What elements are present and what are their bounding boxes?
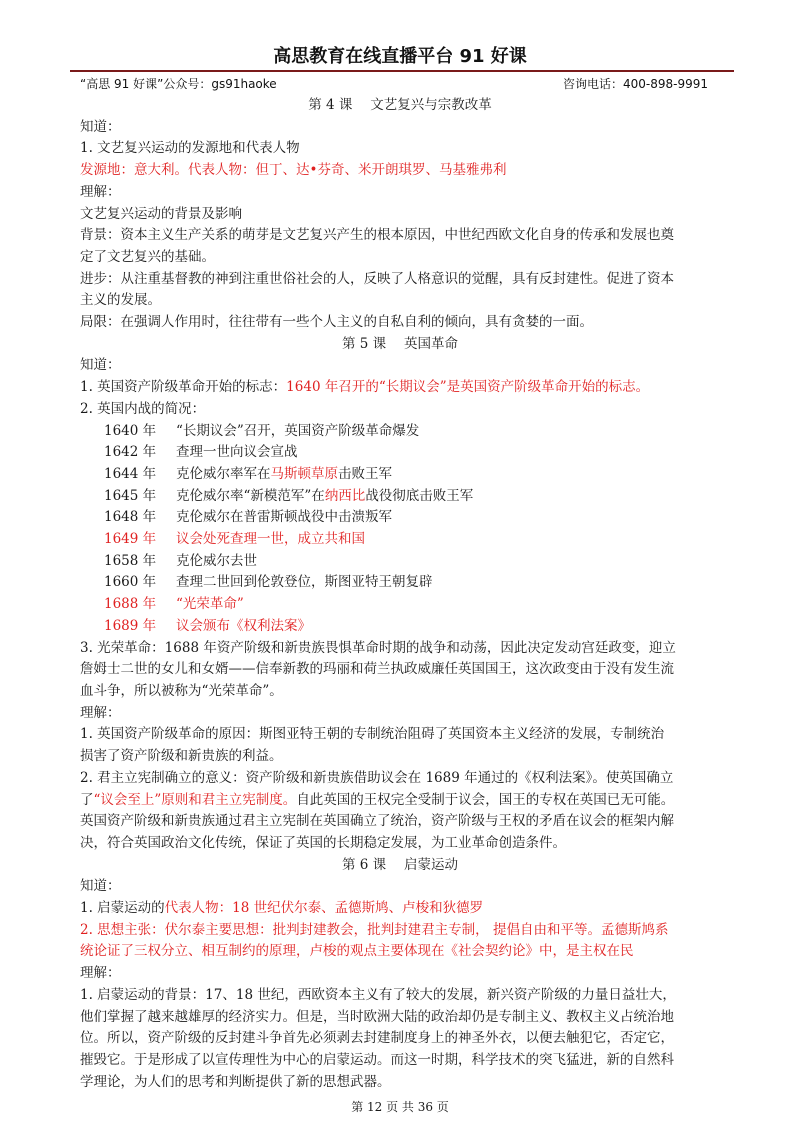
lesson4-limit: 局限：在强调人作用时，往往带有一些个人主义的自私自利的倾向，具有贪婪的一面。 xyxy=(80,314,593,331)
header-title: 高思教育在线直播平台 91 好课 xyxy=(273,46,527,67)
timeline-row: 1649 年 议会处死查理一世，成立共和国 xyxy=(104,531,365,548)
lesson6-item1: 1. 启蒙运动的代表人物：18 世纪伏尔泰、孟德斯鸠、卢梭和狄德罗 xyxy=(80,900,484,917)
lesson5-item3-1: 3. 光荣革命：1688 年资产阶级和新贵族畏惧革命时期的战争和动荡，因此决定发动宫廷政变，迎立 xyxy=(80,639,676,656)
lesson5-understand: 理解： xyxy=(80,704,121,721)
lesson5-u2-3: 英国资产阶级和新贵族通过君主立宪制在英国确立了统治，资产阶级与王权的矛盾在议会的框架内解 xyxy=(80,813,674,830)
timeline-row: 1642 年 查理一世向议会宣战 xyxy=(104,444,298,461)
timeline-row: 1644 年 克伦威尔率军在马斯顿草原击败王军 xyxy=(104,465,392,482)
lesson6-u1-2: 他们掌握了越来越雄厚的经济实力。但是，当时欧洲大陆的政治却仍是专制主义、教权主义占统治地 xyxy=(80,1008,674,1025)
lesson5-item1: 1. 英国资产阶级革命开始的标志：1640 年召开的“长期议会”是英国资产阶级革命开始的标志。 xyxy=(80,379,650,396)
lesson5-u2-1: 2. 君主立宪制确立的意义：资产阶级和新贵族借助议会在 1689 年通过的《权利法案》。使英国确立 xyxy=(80,769,674,786)
lesson5-item2: 2. 英国内战的简况： xyxy=(80,400,206,417)
timeline-row: 1688 年 “光荣革命” xyxy=(104,596,244,613)
lesson4-u-title: 文艺复兴运动的背景及影响 xyxy=(80,205,242,222)
lesson4-title: 第 4 课 文艺复兴与宗教改革 xyxy=(308,97,492,113)
timeline-row: 1645 年 克伦威尔率“新模范军”在纳西比战役彻底击败王军 xyxy=(104,487,474,504)
lesson6-know: 知道： xyxy=(80,878,121,895)
lesson6-understand: 理解： xyxy=(80,965,121,982)
header-wechat: “高思 91 好课”公众号：gs91haoke xyxy=(80,77,277,91)
lesson5-u2-2: 了“议会至上”原则和君主立宪制度。自此英国的王权完全受制于议会，国王的专权在英国已无可能。 xyxy=(80,791,675,808)
page-content xyxy=(80,95,720,1093)
lesson6-u1-5: 学理论，为人们的思考和判断提供了新的思想武器。 xyxy=(80,1073,391,1090)
lesson4-q1: 1. 文艺复兴运动的发源地和代表人物 xyxy=(80,140,300,157)
lesson6-item2-1: 2. 思想主张：伏尔泰主要思想：批判封建教会，批判封建君主专制， 提倡自由和平等。孟德斯鸠系 xyxy=(80,921,669,938)
timeline-row: 1689 年 议会颁布《权利法案》 xyxy=(104,617,311,634)
lesson5-title: 第 5 课 英国革命 xyxy=(342,335,458,352)
timeline-row: 1658 年 克伦威尔去世 xyxy=(104,552,257,569)
lesson5-know: 知道： xyxy=(80,357,121,374)
lesson5-u1-1: 1. 英国资产阶级革命的原因：斯图亚特王朝的专制统治阻碍了英国资本主义经济的发展，专制统治 xyxy=(80,726,665,743)
lesson4-background-1: 背景：资本主义生产关系的萌芽是文艺复兴产生的根本原因，中世纪西欧文化自身的传承和发展也奠 xyxy=(80,227,674,244)
page-number: 第 12 页 共 36 页 xyxy=(351,1100,449,1114)
lesson5-u1-2: 损害了资产阶级和新贵族的利益。 xyxy=(80,748,283,765)
lesson6-u1-4: 摧毁它。于是形成了以宣传理性为中心的启蒙运动。而这一时期，科学技术的突飞猛进，新的自然科 xyxy=(80,1051,674,1068)
lesson5-u2-4: 决，符合英国政治文化传统，保证了英国的长期稳定发展，为工业革命创造条件。 xyxy=(80,834,566,851)
lesson4-progress-1: 进步：从注重基督教的神到注重世俗社会的人，反映了人格意识的觉醒，具有反封建性。促进了资本 xyxy=(80,270,674,287)
lesson4-understand: 理解： xyxy=(80,183,121,200)
header-phone: 咨询电话：400-898-9991 xyxy=(562,77,708,91)
timeline-row: 1640 年 “长期议会”召开，英国资产阶级革命爆发 xyxy=(104,422,420,439)
timeline-row: 1660 年 查理二世回到伦敦登位，斯图亚特王朝复辟 xyxy=(104,574,433,591)
lesson4-background-2: 定了文艺复兴的基础。 xyxy=(80,248,215,265)
header-divider xyxy=(70,70,734,72)
lesson6-u1-1: 1. 启蒙运动的背景：17、18 世纪，西欧资本主义有了较大的发展，新兴资产阶级的力量日益壮大， xyxy=(80,986,676,1003)
lesson6-item2-2: 统论证了三权分立、相互制约的原理，卢梭的观点主要体现在《社会契约论》中，是主权在民 xyxy=(80,943,634,960)
timeline-row: 1648 年 克伦威尔在普雷斯顿战役中击溃叛军 xyxy=(104,509,392,526)
lesson6-u1-3: 位。所以，资产阶级的反封建斗争首先必须剥去封建制度身上的神圣外衣，以便去触犯它，否定它， xyxy=(80,1030,674,1047)
lesson4-know: 知道： xyxy=(80,118,121,135)
lesson5-item3-2: 詹姆士二世的女儿和女婿——信奉新教的玛丽和荷兰执政威廉任英国国王，这次政变由于没有发生流 xyxy=(80,661,674,678)
lesson5-item3-3: 血斗争，所以被称为“光荣革命”。 xyxy=(80,682,283,699)
lesson6-title: 第 6 课 启蒙运动 xyxy=(342,856,458,873)
lesson4-progress-2: 主义的发展。 xyxy=(80,292,161,309)
lesson4-a1: 发源地：意大利。代表人物：但丁、达•芬奇、米开朗琪罗、马基雅弗利 xyxy=(80,162,507,179)
